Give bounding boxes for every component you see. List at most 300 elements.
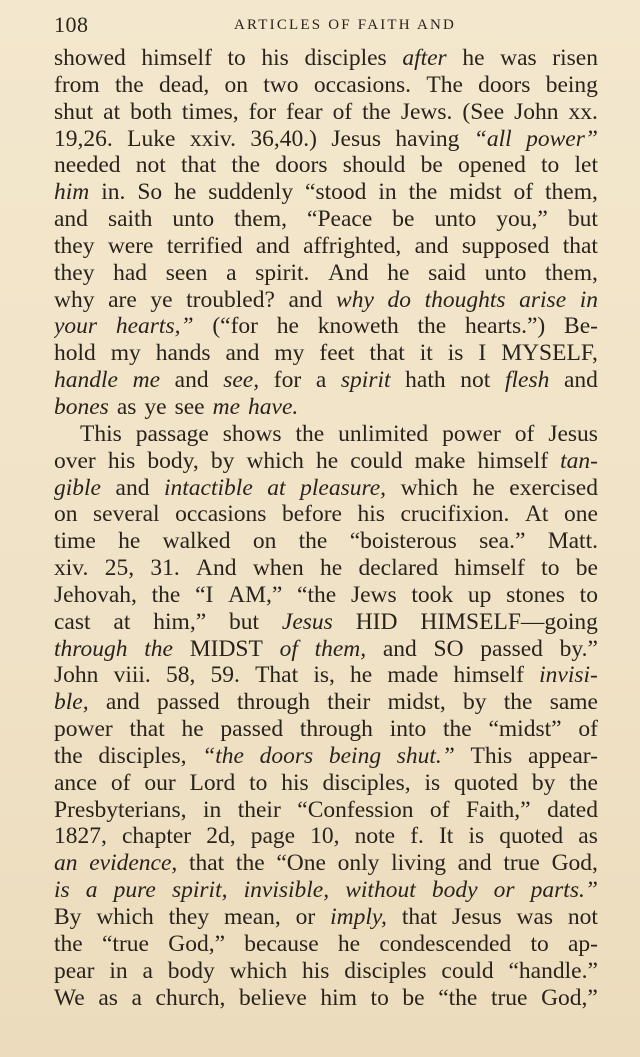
word: as [578,823,598,850]
text-line [54,179,598,206]
word: viii. [113,662,151,689]
word: God,” [168,930,225,957]
word: Jews. [400,98,453,125]
word: Jews [350,581,397,608]
word: So [137,179,163,206]
text-line [54,555,598,582]
word: hold [54,340,96,367]
word: 36,40.) [250,125,317,152]
text-line [54,340,598,367]
word: that [129,716,165,743]
word: true [503,850,540,877]
word: before [281,501,342,528]
word: the [235,850,265,877]
word: seen [165,259,208,286]
word: doors [259,742,314,769]
word: troubled? [186,286,275,313]
word: it [419,340,433,367]
text-line [54,636,598,663]
word: same [549,689,598,716]
word: in [109,957,128,984]
text-line [54,394,598,421]
word: them, [544,179,598,206]
word: my [110,340,141,367]
text-line [54,904,598,931]
word: the [408,179,438,206]
word: a [85,877,98,904]
word: times, [181,98,239,125]
word: himself [477,447,549,474]
word: his [281,769,309,796]
word: spirit, [171,877,228,904]
text-line [54,206,598,233]
text-line [54,152,598,179]
word: are [108,286,137,313]
word: be [420,152,443,179]
word: 1827, [54,823,107,850]
word: ye [150,286,173,313]
word: at [103,98,121,125]
word: on [224,71,248,98]
word: pear [54,957,95,984]
word: being [545,71,598,98]
word: were [107,232,154,259]
word: only [337,850,380,877]
word: or [295,904,316,930]
word: crucifixion. [400,501,510,528]
word: an [54,850,78,877]
word: shut [54,98,94,125]
word: he [462,45,485,71]
word: spirit. [255,259,310,286]
word: over [54,447,96,474]
word: declared [358,555,439,582]
word: church, [155,984,226,1011]
word: xiv. [54,555,89,582]
word: not [135,152,166,179]
word: At [524,501,549,528]
word: body [167,957,215,984]
word: that [188,850,225,877]
word: in [202,796,222,823]
text-line [54,313,598,340]
word: in [378,179,397,206]
word: disciples, [322,769,411,796]
word: xxiv. [189,125,236,152]
word: hath [405,367,446,394]
word: one [563,501,598,528]
word: they [168,904,210,930]
text-line [54,528,598,555]
word: power” [526,125,598,152]
word: without [345,877,416,904]
word: them, [314,635,367,662]
word: disciples [304,45,387,71]
word: why [336,286,374,313]
word: Jesus [548,420,598,447]
word: into [389,716,427,743]
word: “true [101,930,149,957]
word: 25, [104,555,135,582]
word: could [441,957,494,984]
word: a [142,957,153,984]
word: them, [234,206,288,233]
word: (See [462,98,505,125]
word: arise [519,286,567,313]
word: cast [54,608,91,635]
word: not [460,367,491,394]
word: unto [172,206,215,233]
word: that [369,340,405,367]
word: him [320,984,357,1011]
word: shut.” [396,742,455,769]
word: passed [220,716,284,743]
word: the [151,581,181,608]
word: mean, [224,904,281,930]
word: hearts,” [115,313,194,340]
word: hearts.”) [464,313,546,340]
word: the [54,742,83,769]
word: through [54,635,128,662]
word: his [357,501,385,528]
word: “all [473,125,512,152]
text-line [54,501,598,528]
word: “One [276,850,326,877]
text-line [54,72,598,99]
text-line [54,743,598,770]
word: feet [319,340,355,367]
word: the [362,98,391,125]
word: and [225,340,260,367]
word: unlimited [338,420,429,447]
word: and [115,474,150,501]
word: Matt. [547,528,598,555]
word: 58, [165,662,196,689]
word: to [530,930,549,957]
word: Luke [127,125,176,152]
word: of [332,98,353,125]
word: passed [157,689,220,716]
word: Jesus [331,125,382,152]
text-line [54,823,598,850]
word: could [350,447,403,474]
word: MIDST [189,635,263,662]
word: “the [438,984,478,1011]
word: doors [275,152,328,179]
word: pleasure, [300,474,387,501]
word: Jesus [451,904,502,930]
word: HID [355,608,398,635]
word: he [472,474,495,501]
word: from [54,71,100,98]
word: spirit [340,367,391,394]
word: the [569,769,598,796]
word: We [54,984,85,1011]
word: unto [484,259,527,286]
text-line [54,689,598,716]
word: when [252,555,304,582]
word: you,” [496,206,548,233]
word: is [447,340,464,367]
text-line [54,770,598,797]
word: pure [113,877,156,904]
word: being [328,742,382,769]
word: 2d, [206,823,236,850]
word: both [130,98,172,125]
word: walked [162,528,231,555]
word: and [288,286,323,313]
word: And [196,555,237,582]
word: he [174,179,197,206]
word: parts.” [530,877,598,904]
word: This [470,742,513,769]
word: that [401,904,438,930]
word: “I [195,581,214,608]
word: 31. [150,555,180,582]
word: they [54,259,95,286]
word: “Peace [307,206,373,233]
word: made [387,662,439,689]
word: the [417,313,447,340]
word: the [298,528,328,555]
word: opened [457,152,526,179]
word: Jehovah, [54,581,137,608]
word: is, [313,662,335,689]
word: doors [478,71,531,98]
text-line [54,448,598,475]
word: see [174,393,205,420]
word: as [98,984,118,1011]
word: note [354,823,396,850]
word: which [246,447,304,474]
word: two [263,71,299,98]
word: and [382,635,417,662]
word: he [315,447,339,474]
text-line [54,233,598,260]
word: himself [453,662,524,689]
word: Faith,” [465,796,531,823]
word: to [579,581,598,608]
word: him,” [153,608,207,635]
word: was [500,45,537,71]
word: have. [248,393,299,420]
word: he [387,259,410,286]
word: after [402,45,447,71]
word: me [132,367,161,394]
word: the [295,420,325,447]
word: dead, [158,71,210,98]
word: Be- [564,313,598,340]
word: by [531,769,556,796]
word: the [443,716,472,743]
word: but [229,608,260,635]
word: himself [141,45,212,71]
word: f. [410,823,424,850]
word: HIMSELF—going [420,608,598,635]
text-line [54,662,598,689]
text-line [54,931,598,958]
word: that [180,152,217,179]
word: and [457,850,492,877]
word: ye [144,393,167,420]
word: him [54,179,90,206]
word: the [54,930,83,957]
word: believe [238,984,307,1011]
word: on [252,528,277,555]
word: make [414,447,466,474]
word: me [212,393,241,420]
text-line [54,877,598,904]
word: midst [449,179,502,206]
word: in [579,286,598,313]
word: of [578,716,598,743]
word: flesh [504,367,550,394]
word: himself [454,555,525,582]
word: 19,26. [54,125,113,152]
word: or [493,877,515,904]
word: to [541,555,560,582]
word: in. [101,179,126,206]
word: ap- [567,930,598,957]
word: a [226,259,237,286]
word: by [210,447,235,474]
word: was [516,904,554,930]
word: time [54,528,96,555]
word: Jesus [281,608,333,635]
word: power [54,716,113,743]
word: do [387,286,411,313]
word: quoted [454,769,519,796]
word: which [96,904,154,930]
word: as [116,393,137,420]
word: that [562,232,598,259]
word: he [350,662,373,689]
word: said [428,259,466,286]
word: intactible [164,474,253,501]
word: SO [433,635,464,662]
word: by.” [559,635,598,662]
word: “handle.” [508,957,598,984]
word: body, [147,447,199,474]
text-line [54,985,598,1012]
word: disciples, [98,742,187,769]
word: ble, [54,689,89,716]
word: not [567,904,598,930]
word: imply, [330,904,387,930]
word: needed [54,152,121,179]
word: occasions. [313,71,412,98]
word: passage [135,420,209,447]
word: of [279,635,298,662]
word: his [261,45,289,71]
word: Lord [189,769,236,796]
word: up [467,581,492,608]
word: ance [54,769,98,796]
word: 59. [210,662,240,689]
word: my [274,340,305,367]
word: It [438,823,454,850]
text-line [54,475,598,502]
word: fear [286,98,323,125]
word: a [315,367,327,394]
word: to [370,984,389,1011]
word: he [181,716,204,743]
word: he [118,528,141,555]
text-line [54,797,598,824]
word: and [563,367,598,394]
word: terrified [166,232,243,259]
word: and [54,206,88,233]
word: on [54,501,78,528]
word: to [227,45,246,71]
word: of [513,179,534,206]
word: unto [434,206,477,233]
word: “boisterous [349,528,457,555]
word: passed [480,635,543,662]
word: at [113,608,131,635]
word: sea.” [479,528,526,555]
running-head: ARTICLES OF FAITH AND [233,17,457,33]
word: at [267,474,286,501]
text-line [54,126,598,153]
word: shows [222,420,282,447]
word: a [131,984,142,1011]
word: to [249,769,268,796]
word: dated [547,796,598,823]
word: but [567,206,598,233]
word: condescended [379,930,512,957]
word: their [237,796,281,823]
word: midst, [387,689,446,716]
word: body [431,877,478,904]
word: our [144,769,176,796]
word: The [426,71,463,98]
word: having [395,125,460,152]
word: of [514,420,535,447]
word: 10, [310,823,340,850]
word: should [342,152,406,179]
word: living [391,850,446,877]
word: be [575,555,598,582]
word: John [54,662,99,689]
word: By [54,904,82,930]
word: of [110,769,131,796]
word: through [299,716,373,743]
word: supposed [461,232,550,259]
word: disciples [344,957,427,984]
word: took [411,581,454,608]
word: he [337,930,361,957]
word: his [107,447,136,474]
word: is [468,823,485,850]
word: handle [54,367,118,394]
text-line [54,716,598,743]
word: suddenly [208,179,294,206]
text-line [54,582,598,609]
word: the [144,635,173,662]
word: they [54,232,95,259]
word: hands [155,340,211,367]
word: which [400,474,459,501]
word: “the [297,581,337,608]
word: is [424,769,441,796]
text-line [54,367,598,394]
word: he [276,313,299,340]
word: And [328,259,369,286]
word: risen [552,45,598,71]
text-line [54,260,598,287]
text-line [54,850,598,877]
